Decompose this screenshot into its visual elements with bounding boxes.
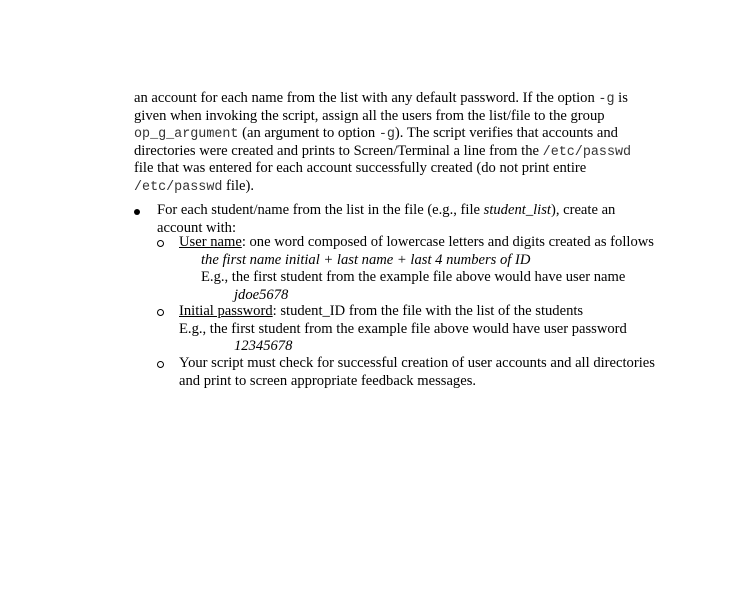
text: : one word composed of lowercase letters and digits created as follows: [241, 234, 654, 250]
sub-bullet-icon: [157, 309, 164, 316]
para-line-5: file that was entered for each account successfully created (do not print entire: [134, 160, 587, 177]
option-code: -g: [378, 127, 395, 143]
sub-line-1: [179, 303, 679, 321]
argument-code: op_g_argument: [134, 127, 239, 143]
sub-item-text: [179, 234, 679, 304]
label: User name: [179, 234, 242, 250]
path-code: /etc/passwd: [134, 179, 223, 195]
example-value: 12345678: [234, 338, 293, 355]
sub-line-2: and print to screen appropriate feedback messages.: [179, 372, 477, 389]
text: is: [614, 90, 628, 106]
text: : student_ID from the file with the list of the students: [272, 303, 584, 319]
filename: student_list: [483, 202, 551, 218]
sub-line-1: [179, 234, 679, 252]
para-line-2: given when invoking the script, assign all the users from the list/file to the group: [134, 107, 605, 124]
sub-bullet-icon: [157, 240, 164, 247]
formula: the first name initial + last name + last 4 numbers of ID: [201, 251, 531, 268]
sub-line-1: Your script must check for successful creation of user accounts and all directories: [179, 355, 655, 371]
text: (an argument to option: [238, 125, 379, 142]
path-code: /etc/passwd: [542, 144, 632, 160]
sub-bullet-icon: [157, 361, 164, 368]
sub-item-text: [179, 355, 679, 390]
bullet-line-1: [157, 202, 677, 220]
bullet-dot-icon: [134, 209, 140, 215]
example-value: jdoe5678: [234, 286, 289, 303]
text: ). The script verifies that accounts and: [394, 125, 618, 142]
para-line-3: [134, 125, 674, 143]
label: Initial password: [179, 303, 273, 319]
para-line-6: [134, 178, 674, 196]
para-line-1: [134, 90, 674, 108]
bullet-text: [157, 202, 677, 237]
intro-paragraph: [134, 90, 674, 196]
example-note: E.g., the first student from the example file above would have user name: [201, 269, 626, 286]
sub-item-text: [179, 303, 679, 356]
para-line-4: [134, 143, 674, 161]
text: file).: [222, 177, 255, 194]
text: an account for each name from the list with any default password. If the option: [134, 90, 599, 106]
example-note: E.g., the first student from the example file above would have user password: [179, 320, 627, 337]
text: ), create an: [550, 202, 616, 218]
option-code: -g: [598, 92, 615, 107]
text: directories were created and prints to Screen/Terminal a line from the: [134, 142, 543, 159]
text: For each student/name from the list in the file (e.g., file: [157, 202, 484, 218]
bullet-line-2: account with:: [157, 219, 237, 236]
